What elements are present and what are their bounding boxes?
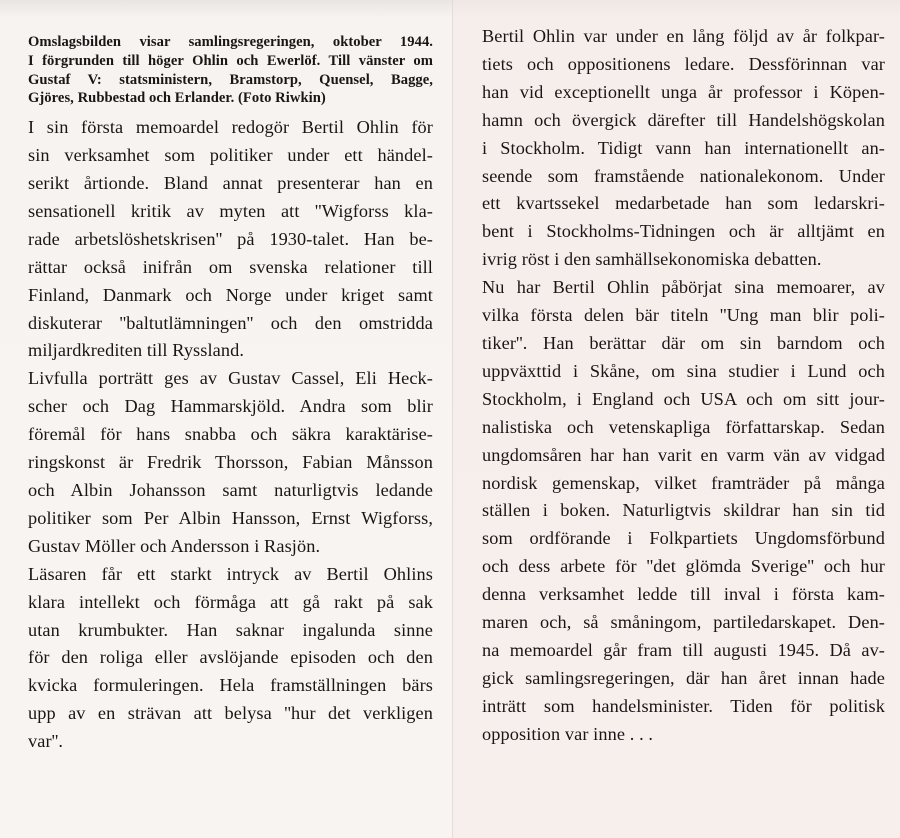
text-line: ivrig röst i den samhällsekonomiska debatten. [482,249,822,270]
text-line: Läsaren får ett starkt intryck av Bertil Ohlins [28,563,433,584]
text-line: tiker''. Han berättar där om sin barndom och [482,332,885,353]
text-line: föremål för hans snabba och säkra karaktärise- [28,424,433,445]
left-paragraph-3 [28,561,433,756]
text-line: för den roliga eller avslöjande episoden och den [28,647,433,668]
text-line: uppväxttid i Skåne, om sina studier i Lund och [482,360,885,381]
text-line: Stockholm, i England och USA och om sitt jour- [482,388,885,409]
text-line: diskuterar ''baltutlämningen'' och den omstridda [28,312,433,333]
text-line: och Albin Johansson samt naturligtvis ledande [28,479,433,500]
text-line: scher och Dag Hammarskjöld. Andra som blir [28,396,433,417]
text-line: han vid exceptionellt unga år professor i Köpen- [482,81,885,102]
left-paragraph-1 [28,114,433,365]
caption-line: Omslagsbilden visar samlingsregeringen, oktober 1944. [28,34,433,50]
text-line: seende som framstående nationalekonom. Under [482,165,885,186]
text-line: politiker som Per Albin Hansson, Ernst Wigforss, [28,507,433,528]
text-line: miljardkrediten till Ryssland. [28,340,245,361]
text-line: i Stockholm. Tidigt vann han internationellt an- [482,137,885,158]
caption-line: Gjöres, Rubbestad och Erlander. (Foto Riwkin) [28,90,326,107]
text-line: gick samlingsregeringen, där han året innan hade [482,667,885,688]
text-line: denna verksamhet ledde till inval i första kam- [482,584,885,605]
text-line: na memoardel går fram till augusti 1945. Då av- [482,639,885,660]
text-line: I sin första memoardel redogör Bertil Ohlin för [28,117,433,138]
text-line: rättar också inifrån om svenska relationer till [28,256,433,277]
text-line: utan krumbukter. Han saknar ingalunda sinne [28,619,433,640]
text-line: Finland, Danmark och Norge under kriget samt [28,284,433,305]
text-line: nordisk gemenskap, vilket framträder på många [482,472,885,493]
text-line: inträtt som handelsminister. Tiden för politisk [482,695,885,716]
text-line: bent i Stockholms-Tidningen och är alltjämt en [482,221,885,242]
text-line: sin verksamhet som politiker under ett händel- [28,145,433,166]
text-line: opposition var inne . . . [482,723,654,744]
right-paragraph-1 [482,23,885,274]
text-line: ungdomsåren har han varit en varm vän av vidgad [482,444,885,465]
text-line: Bertil Ohlin var under en lång följd av år folkpar- [482,26,885,46]
text-line: Livfulla porträtt ges av Gustav Cassel, Eli Heck- [28,368,433,389]
photo-caption [28,33,433,108]
text-line: tiets och oppositionens ledare. Dessförinnan var [482,53,885,74]
text-line: maren och, så småningom, partiledarskapet. Den- [482,612,885,633]
text-line: som ordförande i Folkpartiets Ungdomsförbund [482,528,885,549]
text-line: var''. [28,731,64,752]
text-line: vilka första delen bär titeln ''Ung man blir poli- [482,305,885,326]
caption-line: Gustaf V: statsministern, Bramstorp, Quensel, Bagge, [28,71,433,88]
text-line: hamn och övergick därefter till Handelshögskolan [482,109,885,130]
text-line: Nu har Bertil Ohlin påbörjat sina memoarer, av [482,277,885,298]
text-line: serikt årtionde. Bland annat presenterar han en [28,173,433,193]
text-line: nalistiska och vetenskapliga författarskap. Sedan [482,416,885,437]
caption-line: I förgrunden till höger Ohlin och Ewerlöf. Till vänster om [28,52,433,69]
text-line: ställen i boken. Naturligtvis skildrar han sin tid [482,500,885,521]
right-paragraph-2 [482,274,885,748]
text-line: Gustav Möller och Andersson i Rasjön. [28,535,321,556]
text-line: ringskonst är Fredrik Thorsson, Fabian Månsson [28,452,433,473]
text-line: ett kvartssekel medarbetade han som ledarskri- [482,193,885,214]
text-line: kvicka formuleringen. Hela framställningen bärs [28,675,433,696]
text-line: upp av en strävan att belysa ''hur det verkligen [28,703,433,724]
right-page [452,0,900,838]
text-line: rade arbetslöshetskrisen'' på 1930-talet. Han be- [28,228,433,249]
text-line: klara intellekt och förmåga att gå rakt på sak [28,591,433,612]
left-paragraph-2 [28,365,433,560]
text-line: sensationell kritik av myten att ''Wigforss kla- [28,200,433,221]
text-line: och dess arbete för ''det glömda Sverige'' och hur [482,556,885,577]
